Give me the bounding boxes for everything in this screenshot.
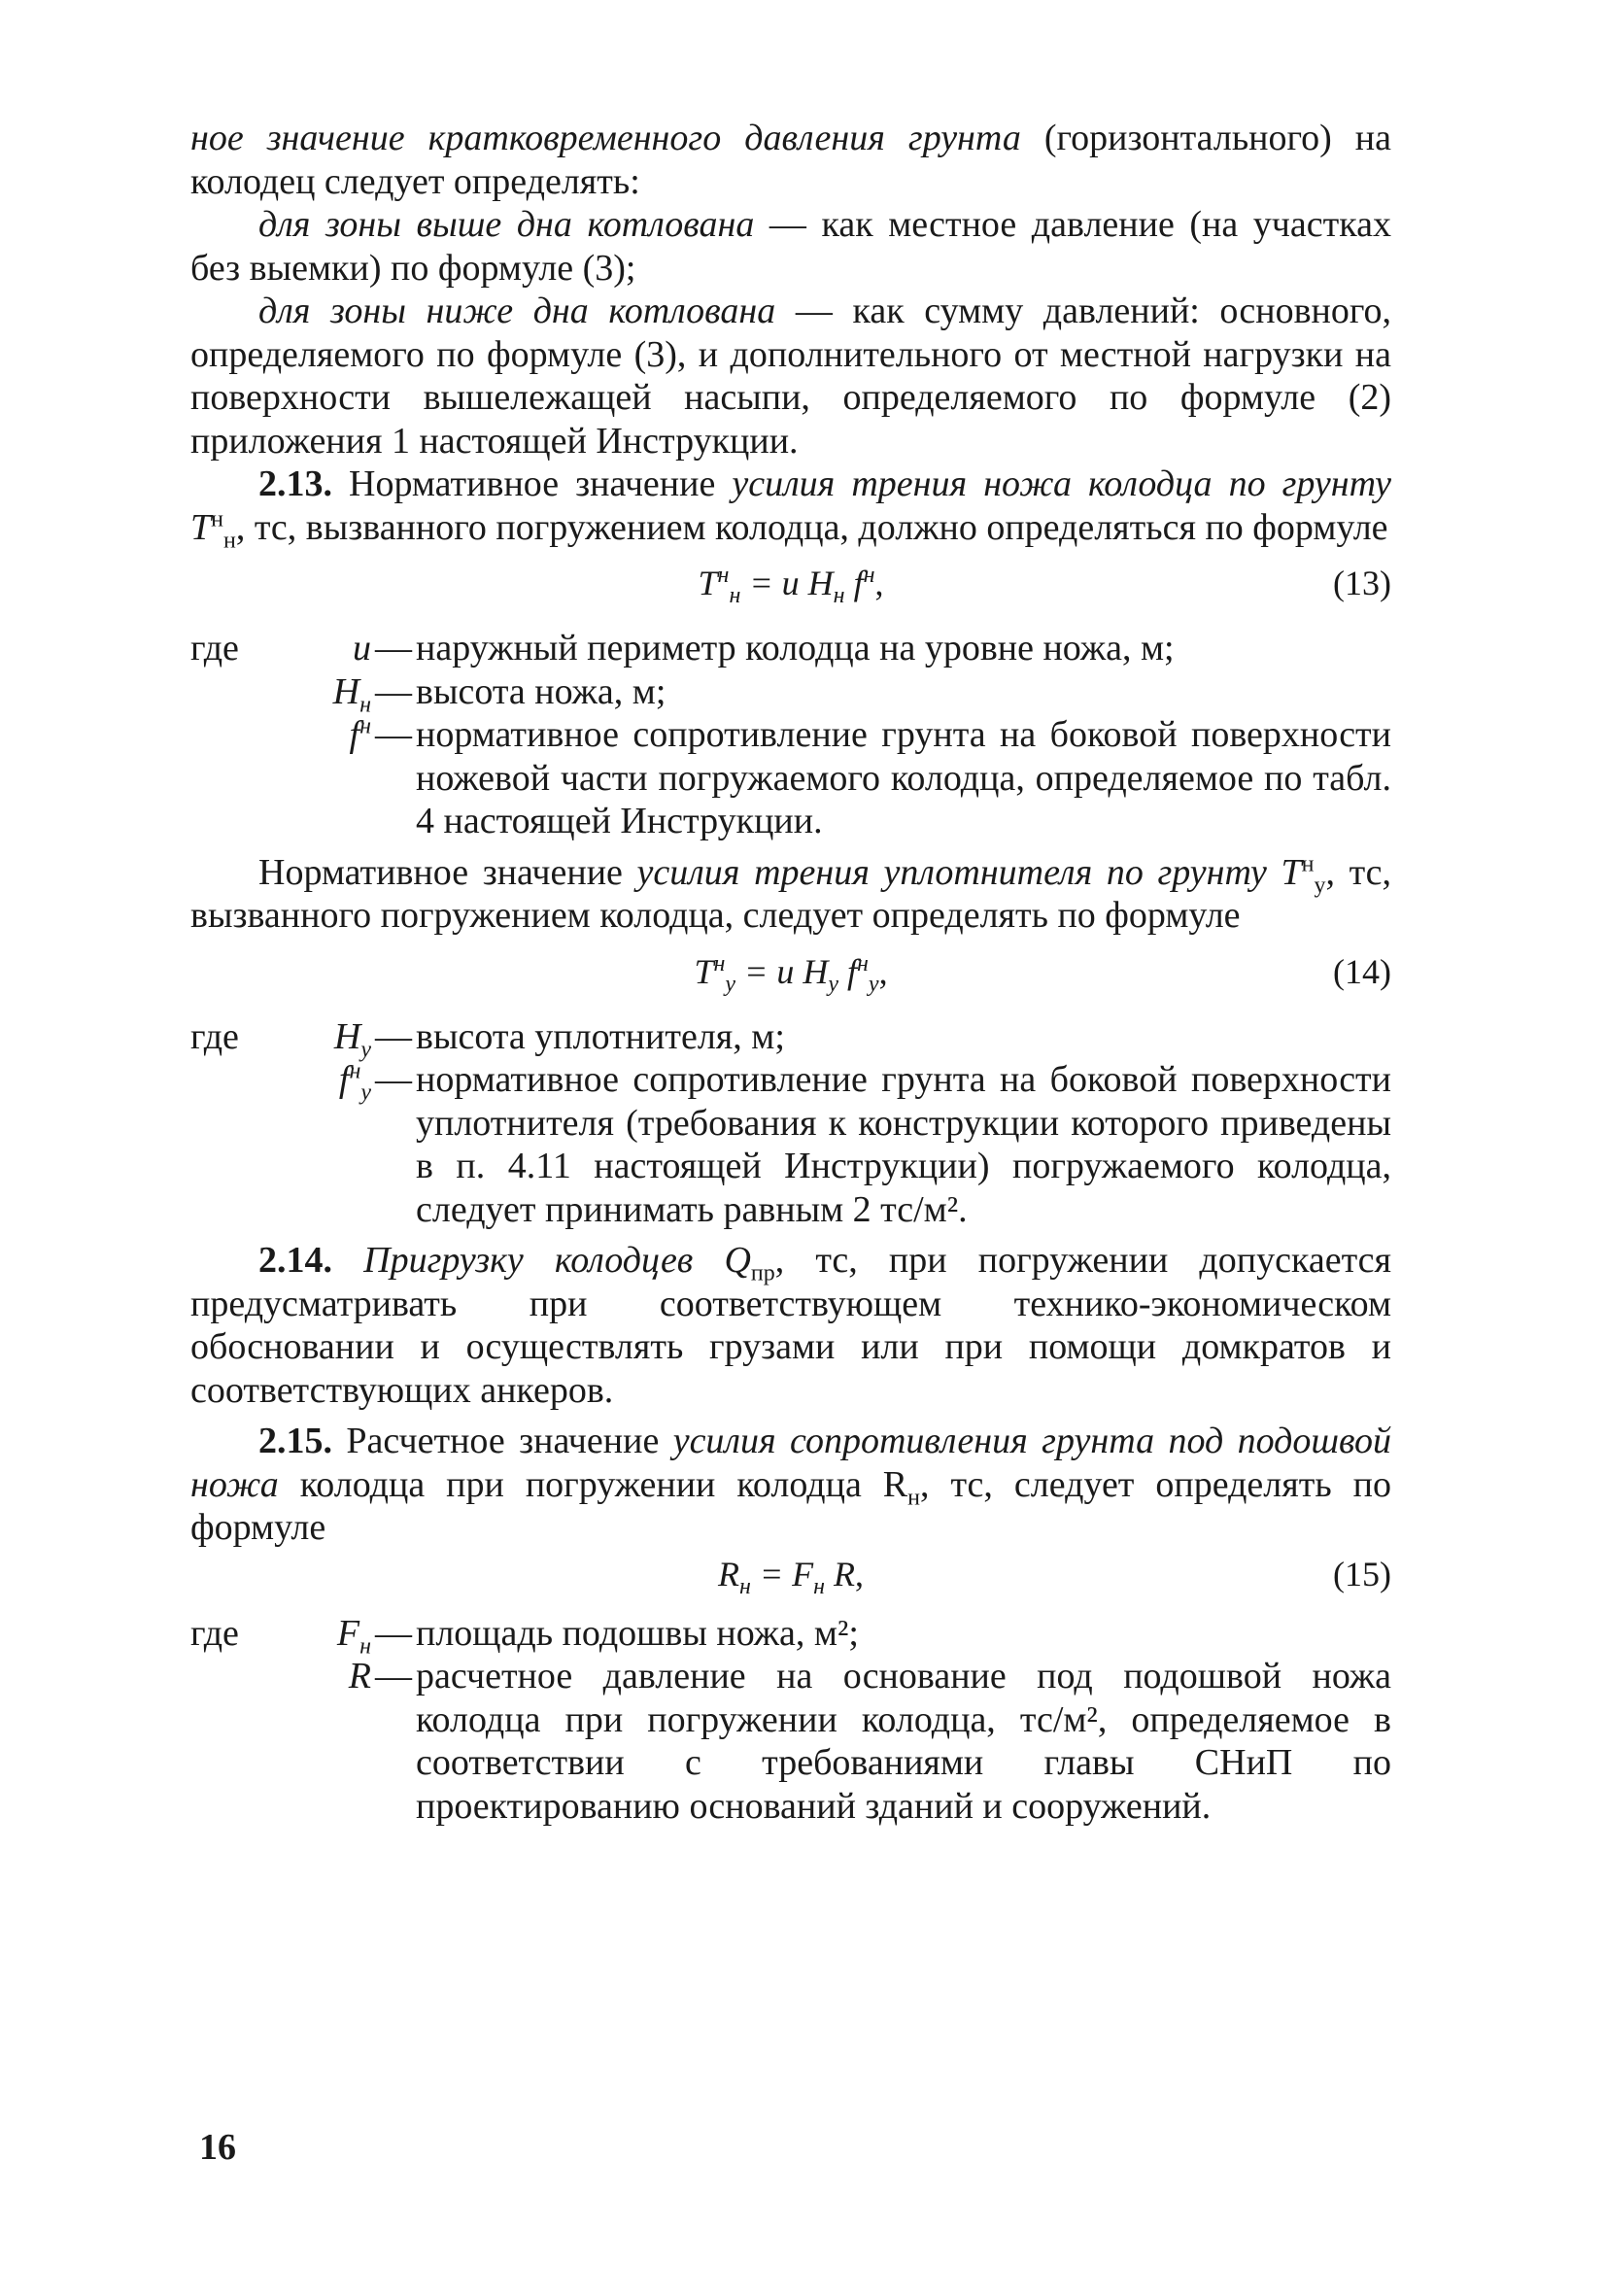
section-2-13: 2.13. Нормативное значение усилия трения ножа колодца по грунту $T^н_н$, тс, вызванного погружением колодца, должно определяться по формуле (190, 463, 1392, 554)
definition-row: где u — наружный периметр колодца на уровне ножа, м; (190, 628, 1175, 668)
formula-number: (15) (1333, 1554, 1391, 1593)
definitions-13 (190, 627, 1391, 843)
section-number: 2.15. (258, 1421, 332, 1461)
formula-15-expression: $R_н = F_н$ R, (717, 1554, 865, 1599)
section-number: 2.13. (258, 463, 332, 504)
formula-13 (190, 549, 1391, 627)
paragraph-zone-above: для зоны выше дна котлована — как местное давление (на участках без выемки) по формуле (3); (190, 204, 1391, 289)
section-number: 2.14. (258, 1240, 332, 1281)
definition-row: $H_н$ — высота ножа, м; (332, 670, 666, 718)
section-2-15: 2.15. Расчетное значение усилия сопротивления грунта под подошвой ножа колодца при погружении колодца $R_н$, тс, следует определять по формуле (190, 1421, 1392, 1548)
formula-14-expression: $T^н_у = u$ $H_у$ $f^н_у$, (694, 950, 888, 997)
section-2-14: 2.14. Пригрузку колодцев $Q_{пр}$, тс, при погружении допускается предусматривать при соответствующем технико-экономическом обосновании и осуществлять грузами или при помощи домкратов и соответствующих анкеров. (190, 1240, 1391, 1411)
definition-row: $f^н_у$ — нормативное сопротивление грунта на боковой поверхности уплотнителя (требования к конструкции которого приведены в п. 4.11 настоящей Инструкции) погружаемого колодца, следует принимать равным 2 тс/м². (338, 1058, 1391, 1230)
definition-row: R — расчетное давление на основание под подошвой ножа колодца при погружении колодца, тс/м², определяемое в соответствии с требованиями главы СНиП по проектированию оснований зданий и сооружений. (348, 1656, 1391, 1827)
formula-number: (13) (1333, 564, 1391, 602)
definition-row: $f^н$ — нормативное сопротивление грунта на боковой поверхности ножевой части погружаемого колодца, определяемое по табл. 4 настоящей Инструкции. (349, 713, 1391, 841)
definitions-14 (190, 1015, 1391, 1232)
page-number: 16 (199, 2127, 236, 2168)
paragraph-zone-below: для зоны ниже дна котлована — как сумму давлений: основного, определяемого по формуле (3), и дополнительного от местной нагрузки на поверхности вышележащей насыпи, определяемого по формуле (2) приложения 1 настоящей Инструкции. (190, 291, 1391, 462)
paragraph-sealant-friction: Нормативное значение усилия трения уплотнителя по грунту $T^н_у$, тс, вызванного погружением колодца, следует определять по формуле (190, 850, 1392, 936)
formula-15 (190, 1550, 1391, 1612)
formula-13-expression: $T^н_н = u$ $H_н$ $f^н$, (698, 563, 884, 609)
definition-row: где $F_н$ — площадь подошвы ножа, м²; (190, 1612, 859, 1660)
formula-14 (190, 938, 1391, 1015)
paragraph-intro: ное значение кратковременного давления грунта (горизонтального) на колодец следует определять: (190, 118, 1391, 202)
definitions-15 (190, 1612, 1391, 1829)
definition-row: где $H_у$ — высота уплотнителя, м; (190, 1015, 785, 1063)
formula-number: (14) (1333, 951, 1391, 991)
document-page (190, 117, 1391, 1828)
